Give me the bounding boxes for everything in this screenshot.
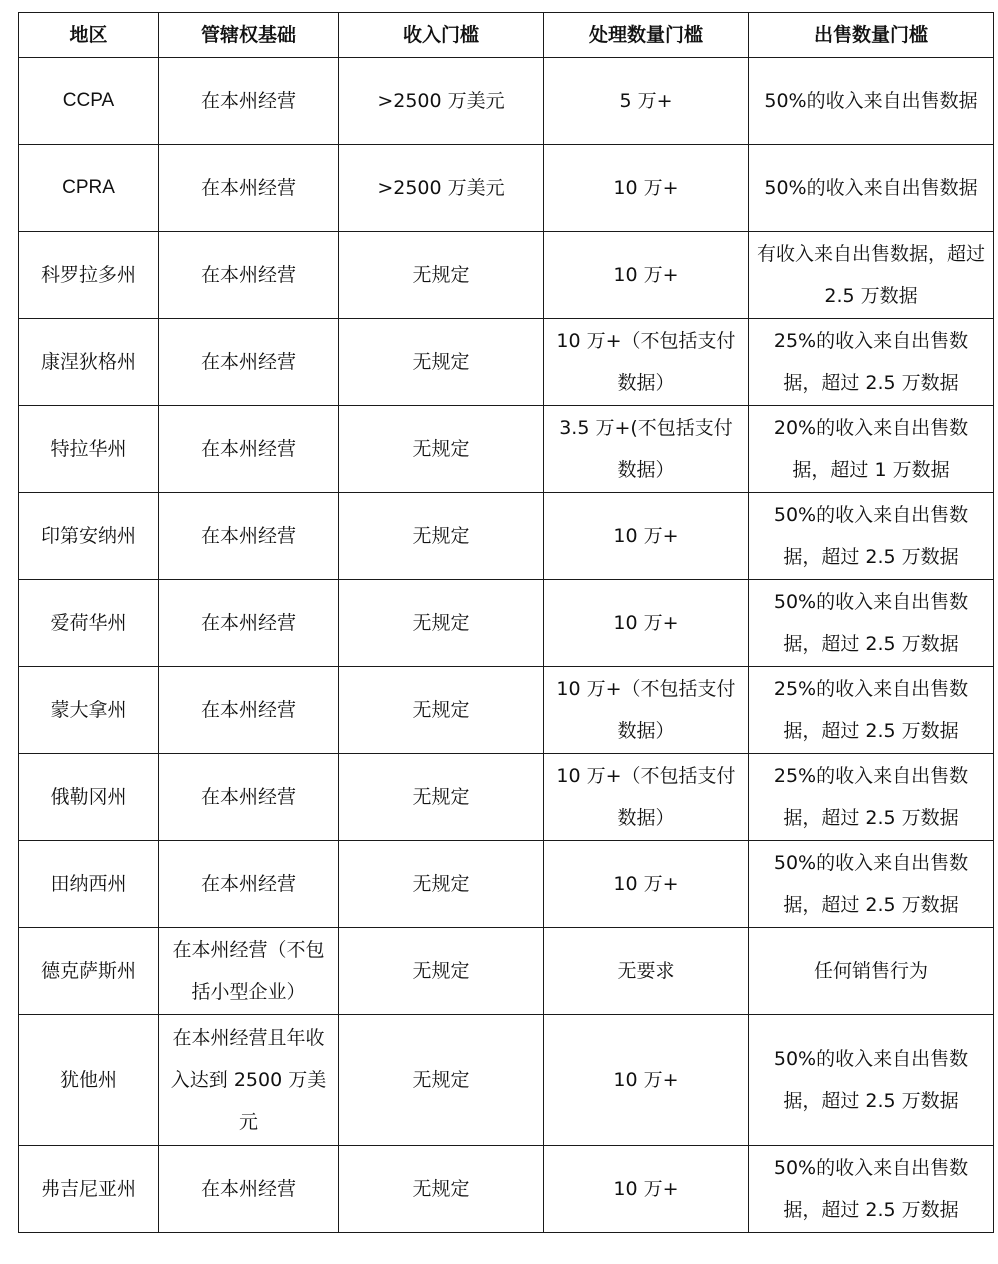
revenue-cell: >2500 万美元: [339, 58, 544, 145]
revenue-cell: 无规定: [339, 319, 544, 406]
revenue-cell: 无规定: [339, 580, 544, 667]
table-row: [19, 580, 994, 667]
region-cell: 特拉华州: [19, 406, 159, 493]
sale-cell: 50%的收入来自出售数据，超过 2.5 万数据: [749, 493, 994, 580]
processing-cell: 3.5 万+(不包括支付数据）: [544, 406, 749, 493]
revenue-cell: 无规定: [339, 754, 544, 841]
sale-cell: 50%的收入来自出售数据，超过 2.5 万数据: [749, 580, 994, 667]
region-cell: 犹他州: [19, 1015, 159, 1146]
header-processing-threshold: 处理数量门槛: [544, 13, 749, 58]
header-jurisdiction-basis: 管辖权基础: [159, 13, 339, 58]
table-row: [19, 1146, 994, 1233]
processing-cell: 10 万+（不包括支付数据）: [544, 754, 749, 841]
region-cell: 科罗拉多州: [19, 232, 159, 319]
jurisdiction-cell: 在本州经营: [159, 58, 339, 145]
revenue-cell: 无规定: [339, 1146, 544, 1233]
sale-cell: 任何销售行为: [749, 928, 994, 1015]
sale-cell: 20%的收入来自出售数据，超过 1 万数据: [749, 406, 994, 493]
jurisdiction-cell: 在本州经营: [159, 493, 339, 580]
table-row: [19, 667, 994, 754]
sale-cell: 25%的收入来自出售数据，超过 2.5 万数据: [749, 319, 994, 406]
table-header-row: [19, 13, 994, 58]
jurisdiction-cell: 在本州经营（不包括小型企业）: [159, 928, 339, 1015]
processing-cell: 5 万+: [544, 58, 749, 145]
table-row: [19, 232, 994, 319]
jurisdiction-cell: 在本州经营: [159, 319, 339, 406]
table-row: [19, 754, 994, 841]
table-row: [19, 319, 994, 406]
privacy-law-threshold-table: [18, 12, 994, 1233]
region-cell: 爱荷华州: [19, 580, 159, 667]
region-cell: 印第安纳州: [19, 493, 159, 580]
sale-cell: 50%的收入来自出售数据: [749, 145, 994, 232]
jurisdiction-cell: 在本州经营: [159, 406, 339, 493]
region-cell: 德克萨斯州: [19, 928, 159, 1015]
revenue-cell: 无规定: [339, 232, 544, 319]
jurisdiction-cell: 在本州经营: [159, 667, 339, 754]
processing-cell: 10 万+: [544, 580, 749, 667]
jurisdiction-cell: 在本州经营: [159, 1146, 339, 1233]
sale-cell: 50%的收入来自出售数据，超过 2.5 万数据: [749, 1015, 994, 1146]
table-row: [19, 145, 994, 232]
revenue-cell: 无规定: [339, 1015, 544, 1146]
sale-cell: 25%的收入来自出售数据，超过 2.5 万数据: [749, 754, 994, 841]
region-cell: 康涅狄格州: [19, 319, 159, 406]
sale-cell: 50%的收入来自出售数据，超过 2.5 万数据: [749, 841, 994, 928]
jurisdiction-cell: 在本州经营: [159, 145, 339, 232]
revenue-cell: 无规定: [339, 841, 544, 928]
sale-cell: 50%的收入来自出售数据，超过 2.5 万数据: [749, 1146, 994, 1233]
sale-cell: 有收入来自出售数据，超过 2.5 万数据: [749, 232, 994, 319]
region-cell: 田纳西州: [19, 841, 159, 928]
region-cell: CPRA: [19, 145, 159, 232]
processing-cell: 无要求: [544, 928, 749, 1015]
jurisdiction-cell: 在本州经营: [159, 580, 339, 667]
revenue-cell: 无规定: [339, 406, 544, 493]
processing-cell: 10 万+: [544, 1015, 749, 1146]
processing-cell: 10 万+: [544, 1146, 749, 1233]
table-row: [19, 841, 994, 928]
processing-cell: 10 万+（不包括支付数据）: [544, 667, 749, 754]
revenue-cell: 无规定: [339, 493, 544, 580]
table-row: [19, 58, 994, 145]
sale-cell: 50%的收入来自出售数据: [749, 58, 994, 145]
table-row: [19, 928, 994, 1015]
table-row: [19, 1015, 994, 1146]
processing-cell: 10 万+（不包括支付数据）: [544, 319, 749, 406]
revenue-cell: >2500 万美元: [339, 145, 544, 232]
header-sale-threshold: 出售数量门槛: [749, 13, 994, 58]
processing-cell: 10 万+: [544, 493, 749, 580]
region-cell: 俄勒冈州: [19, 754, 159, 841]
jurisdiction-cell: 在本州经营: [159, 232, 339, 319]
jurisdiction-cell: 在本州经营且年收入达到 2500 万美元: [159, 1015, 339, 1146]
processing-cell: 10 万+: [544, 145, 749, 232]
jurisdiction-cell: 在本州经营: [159, 841, 339, 928]
revenue-cell: 无规定: [339, 667, 544, 754]
region-cell: CCPA: [19, 58, 159, 145]
processing-cell: 10 万+: [544, 841, 749, 928]
header-region: 地区: [19, 13, 159, 58]
region-cell: 蒙大拿州: [19, 667, 159, 754]
processing-cell: 10 万+: [544, 232, 749, 319]
region-cell: 弗吉尼亚州: [19, 1146, 159, 1233]
jurisdiction-cell: 在本州经营: [159, 754, 339, 841]
table-row: [19, 406, 994, 493]
sale-cell: 25%的收入来自出售数据，超过 2.5 万数据: [749, 667, 994, 754]
revenue-cell: 无规定: [339, 928, 544, 1015]
header-revenue-threshold: 收入门槛: [339, 13, 544, 58]
table-row: [19, 493, 994, 580]
